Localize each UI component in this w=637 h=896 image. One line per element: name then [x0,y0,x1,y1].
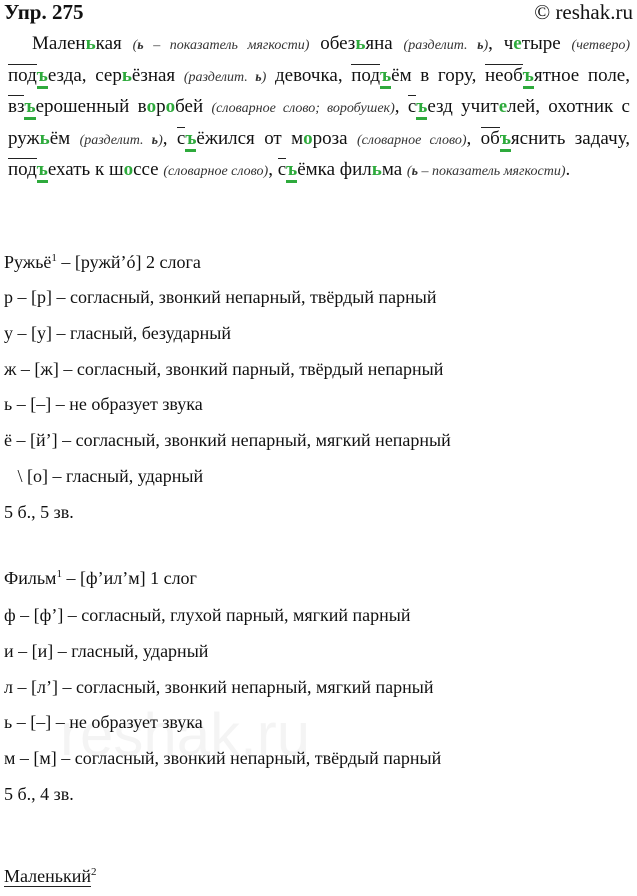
text-segment: о [123,159,134,180]
text-segment: роза [312,127,358,149]
morpheme-analysis [4,866,96,887]
text-segment: ём [49,127,80,149]
superscript: 1 [56,568,62,580]
superscript: 1 [51,252,57,264]
text-segment: о [146,96,157,117]
text-segment: ъ [523,65,534,89]
text-segment: ём в гору, [391,64,485,86]
text-segment: ъ [37,159,48,183]
analysis-line: р – [р] – согласный, звонкий непарный, твёрдый парный [4,287,437,307]
text-segment: ятное поле, [533,64,630,86]
text-segment: под [8,64,37,86]
text-segment: (разделит. [403,38,478,53]
text-segment: ь [255,69,262,85]
text-segment: ь [411,164,418,179]
text-segment: езд учит [427,96,499,117]
text-segment: бей [175,96,212,117]
text-segment: е [513,33,522,54]
text-segment: о [165,96,176,117]
text-segment: (разделит. [79,132,152,148]
text-segment: ) [483,38,489,53]
analysis-line: 5 б., 4 зв. [4,784,74,804]
text-segment: под [351,64,381,86]
text-segment: (четверо) [571,38,630,53]
text-segment: ь [477,38,484,53]
text-segment: ь [39,127,50,149]
text-segment: ссе [133,159,164,180]
text-segment: ) [261,69,267,85]
text-segment: ) [158,132,163,148]
word: Ружьё [4,252,52,272]
analysis-line: л – [л’] – согласный, звонкий непарный, мягкий парный [4,676,434,697]
text-segment: (словарное слово; воробушек) [211,101,395,116]
text-segment: кая [95,33,133,54]
site-credit: © reshak.ru [534,0,633,24]
text-segment: о [303,127,313,149]
text-segment: обез [309,33,356,54]
text-segment: , [162,127,177,149]
exercise-text [8,29,630,187]
transcription: – [ружй’ó] 2 слога [56,252,201,272]
text-segment: ъ [286,159,297,183]
text-segment: ь [355,33,366,54]
text-segment: , ч [488,33,514,54]
word: Фильм [4,568,57,588]
text-segment: Мален [32,33,86,54]
text-segment: с [407,96,417,117]
text-segment: девочка, [266,64,352,86]
analysis-line: ё – [й’] – согласный, звонкий непарный, мягкий непарный [4,430,451,451]
analysis-heading-1 [4,252,201,273]
text-segment: ъ [37,65,48,89]
text-segment: ёжился от м [196,127,304,149]
exercise-title: Упр. 275 [4,0,84,24]
text-segment: , [394,96,408,117]
text-segment: ъ [500,128,511,152]
text-segment: ъ [24,96,35,120]
text-segment: ь [137,38,144,53]
analysis-heading-2 [4,568,197,589]
text-segment: вз [8,96,25,117]
text-segment: ерошенный в [35,96,147,117]
text-segment: (словарное слово) [357,132,467,148]
text-segment: ь [121,64,132,86]
text-segment: ( [132,38,138,53]
text-segment: яснить задачу, [510,127,630,149]
watermark [60,700,310,770]
text-segment: е [498,96,508,117]
text-segment: ъ [185,128,196,152]
word: Маленький [4,866,91,886]
analysis-line: и – [и] – гласный, ударный [4,640,209,661]
text-segment: ехать к ш [47,159,124,180]
text-segment: , [466,127,481,149]
analysis-line: ф – [ф’] – согласный, глухой парный, мягкий парный [4,605,411,625]
text-segment: с [176,127,186,149]
text-segment: (словарное слово) [163,164,269,179]
analysis-line: ь – [–] – не образует звука [4,394,203,415]
text-segment: необ [485,64,523,86]
text-segment: ъ [380,65,391,89]
text-segment: ёзная [131,64,184,86]
text-segment: . [565,159,571,180]
text-segment: – показатель мягкости) [143,38,310,53]
analysis-line: 5 б., 5 зв. [4,501,74,522]
text-segment: ёмка фил [297,159,372,180]
text-segment: ма [381,159,407,180]
text-segment: тыре [521,33,572,54]
text-segment: лей, охотник с руж [8,96,630,149]
transcription: – [ф’ил’м] 1 слог [61,568,197,588]
text-segment: – показатель мягкости) [417,164,566,179]
text-segment: , [268,159,278,180]
analysis-line: \ [о] – гласный, ударный [4,466,204,486]
text-segment: ( [406,164,412,179]
analysis-line: ж – [ж] – согласный, звонкий парный, твёрдый непарный [4,358,444,379]
text-segment: ь [85,33,96,54]
text-segment: яна [365,33,404,54]
text-segment: езда, сер [47,64,122,86]
text-segment: под [8,159,37,180]
text-segment: ь [151,132,159,148]
text-segment: ь [371,159,382,180]
text-segment: об [480,127,500,149]
analysis-line: ь – [–] – не образует звука [4,712,203,733]
superscript: 2 [90,866,97,878]
analysis-line: м – [м] – согласный, звонкий непарный, твёрдый парный [4,748,442,769]
text-segment: (разделит. [183,69,256,85]
analysis-line: у – [у] – гласный, безударный [4,322,232,343]
text-segment: с [277,159,287,180]
text-segment: р [156,96,166,117]
text-segment: ъ [416,96,427,120]
